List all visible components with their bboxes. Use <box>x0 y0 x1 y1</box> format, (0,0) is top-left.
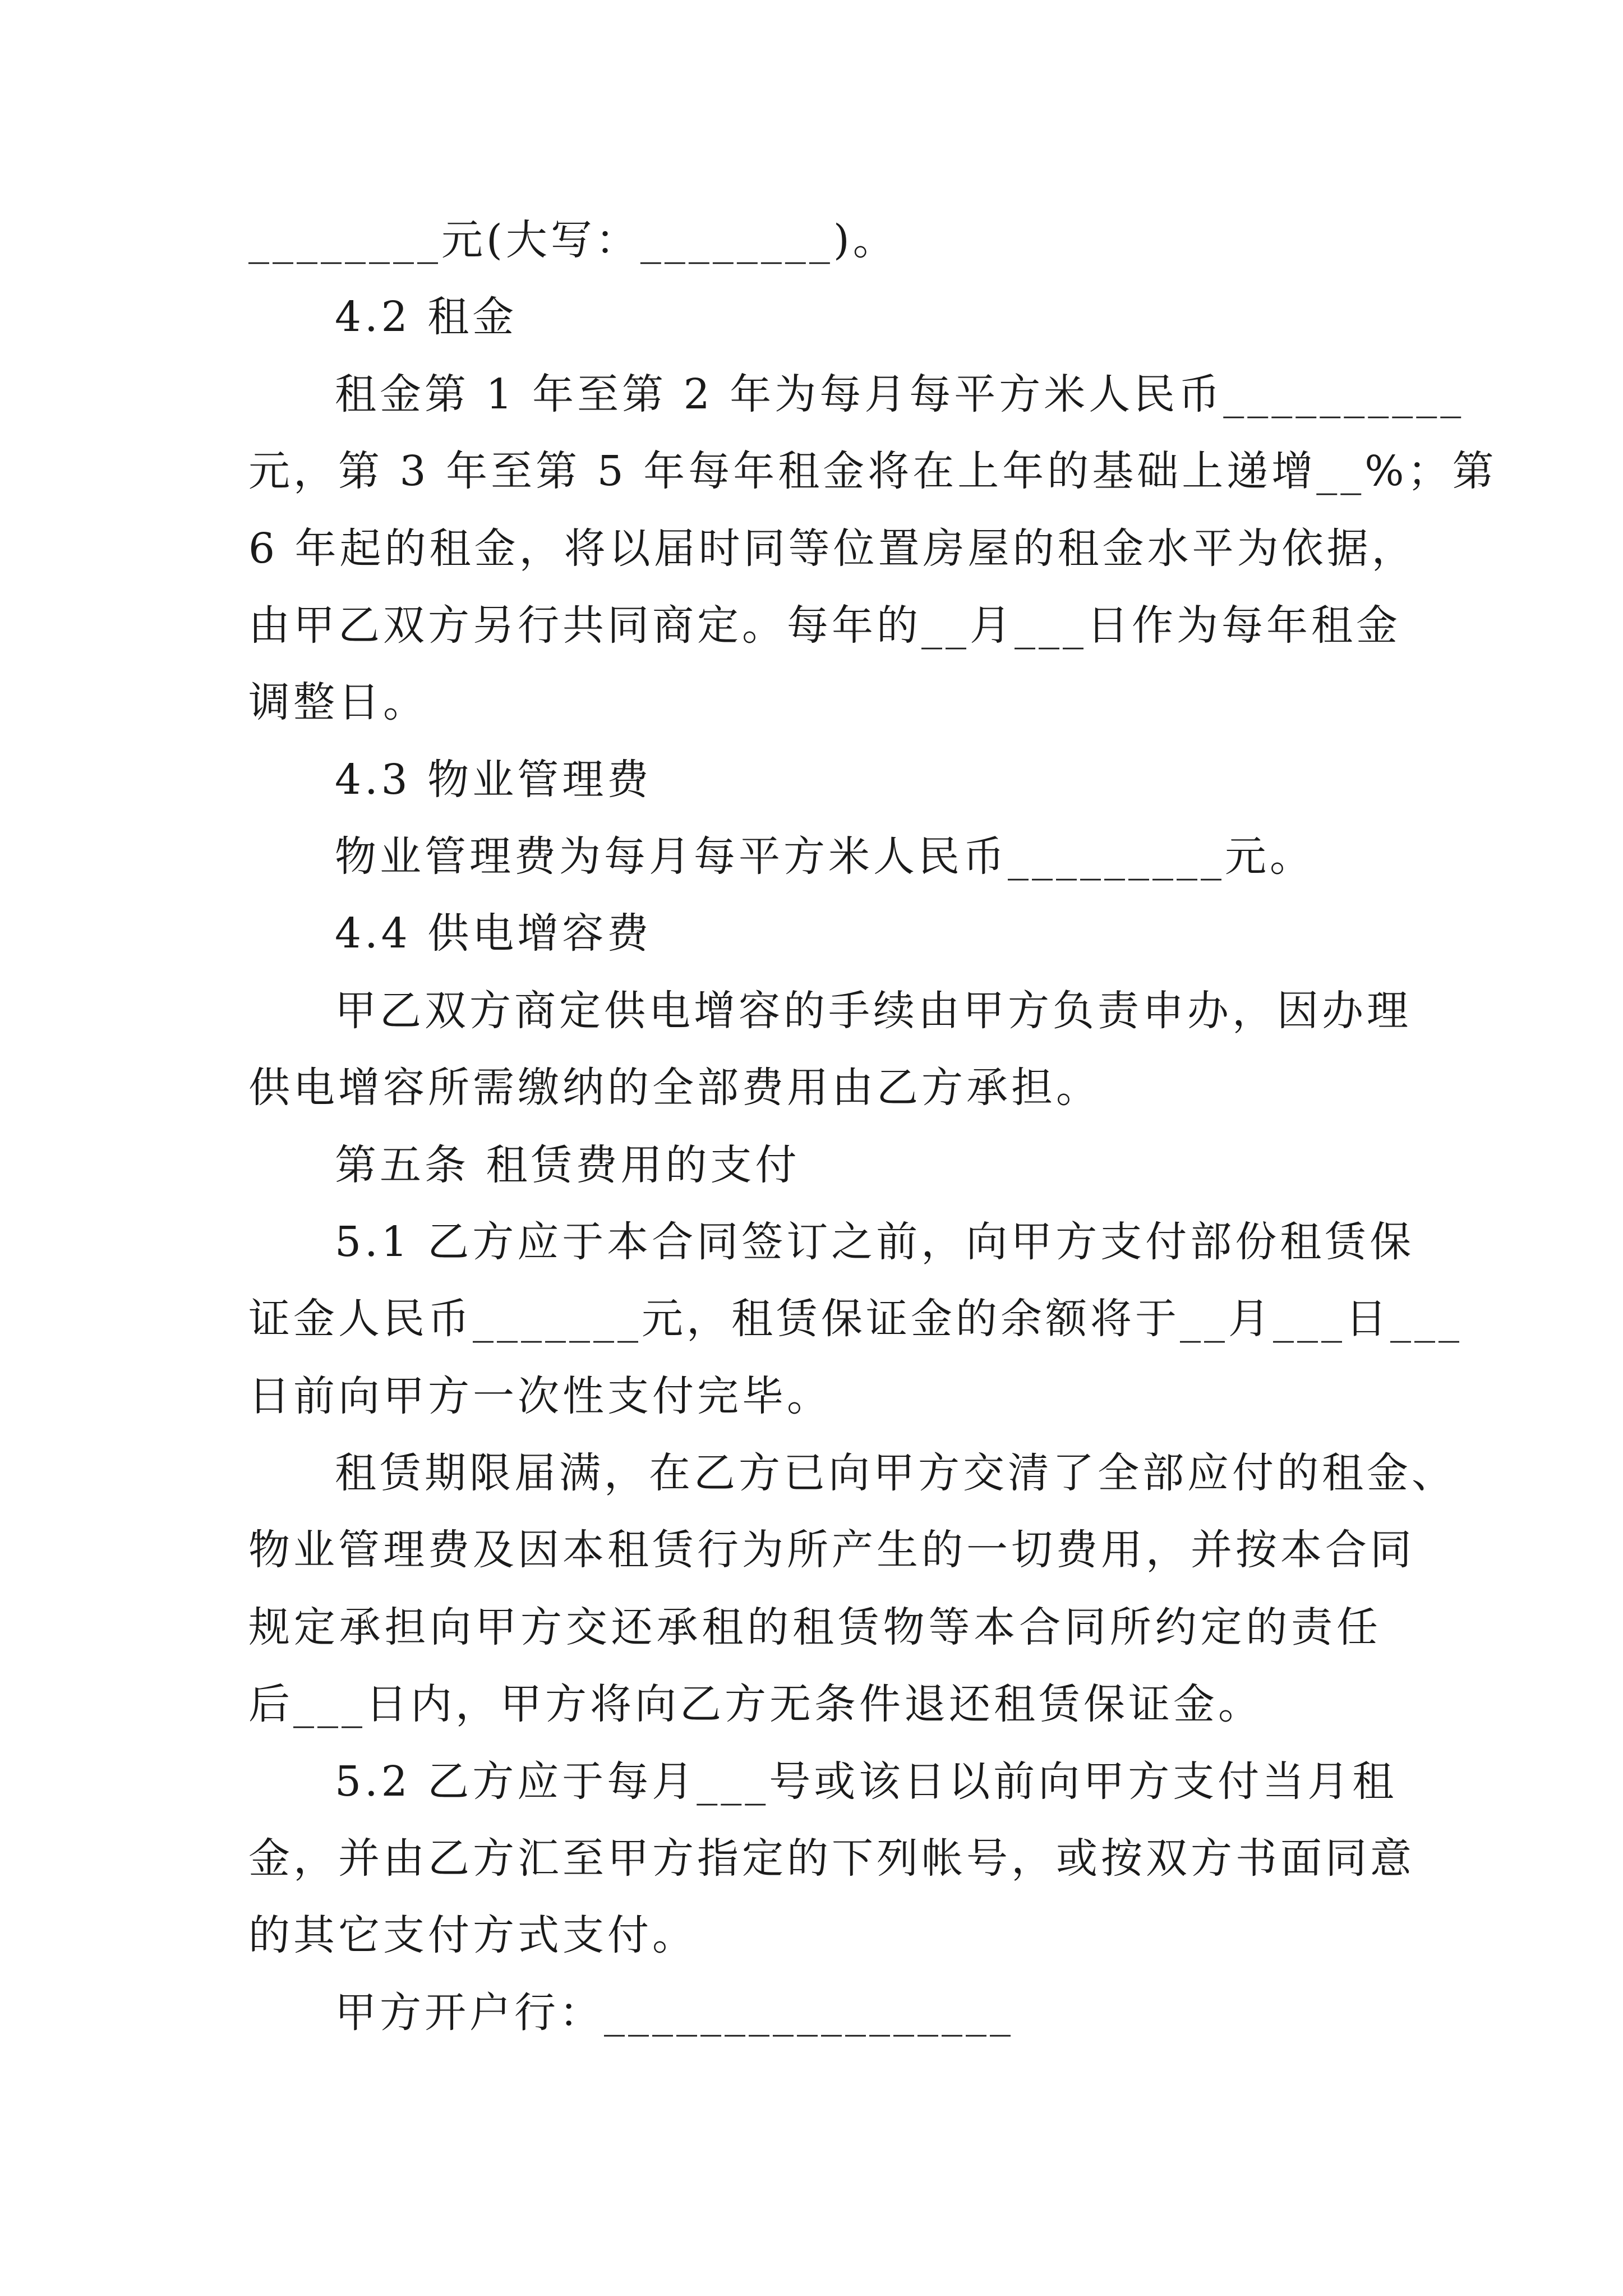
text-line: 5.1 乙方应于本合同签订之前，向甲方支付部份租赁保 <box>335 1218 1415 1266</box>
section-heading-4-3: 4.3 物业管理费 <box>335 756 652 804</box>
text-line: 调整日。 <box>248 678 428 726</box>
text-line: 日前向甲方一次性支付完毕。 <box>248 1372 832 1420</box>
text-line: 6 年起的租金，将以届时同等位置房屋的租金水平为依据， <box>248 524 1417 573</box>
text-line: 租金第 1 年至第 2 年为每月每平方米人民币__________ <box>335 370 1465 418</box>
text-line: 甲方开户行：_________________ <box>335 1989 1014 2037</box>
text-line: 由甲乙双方另行共同商定。每年的__月___日作为每年租金 <box>248 601 1401 650</box>
text-line: 元，第 3 年至第 5 年每年租金将在上年的基础上递增__%；第 <box>248 447 1497 495</box>
text-line: 租赁期限届满，在乙方已向甲方交清了全部应付的租金、 <box>335 1449 1456 1497</box>
text-line: 5.2 乙方应于每月___号或该日以前向甲方支付当月租 <box>335 1757 1398 1806</box>
text-line: 证金人民币_______元，租赁保证金的余额将于__月___日___ <box>248 1295 1463 1343</box>
article-heading-5: 第五条 租赁费用的支付 <box>335 1141 800 1189</box>
text-line: 后___日内，甲方将向乙方无条件退还租赁保证金。 <box>248 1680 1263 1728</box>
text-line: ________元(大写：________)。 <box>248 216 898 264</box>
text-line: 甲乙双方商定供电增容的手续由甲方负责申办，因办理 <box>335 987 1412 1035</box>
section-heading-4-2: 4.2 租金 <box>335 293 518 341</box>
section-heading-4-4: 4.4 供电增容费 <box>335 909 652 958</box>
text-line: 金，并由乙方汇至甲方指定的下列帐号，或按双方书面同意 <box>248 1834 1415 1883</box>
text-line: 的其它支付方式支付。 <box>248 1911 697 1959</box>
text-line: 物业管理费及因本租赁行为所产生的一切费用，并按本合同 <box>248 1526 1415 1574</box>
text-line: 供电增容所需缴纳的全部费用由乙方承担。 <box>248 1064 1101 1112</box>
text-line: 物业管理费为每月每平方米人民币_________元。 <box>335 832 1315 881</box>
text-line: 规定承担向甲方交还承租的租赁物等本合同所约定的责任 <box>248 1603 1381 1651</box>
